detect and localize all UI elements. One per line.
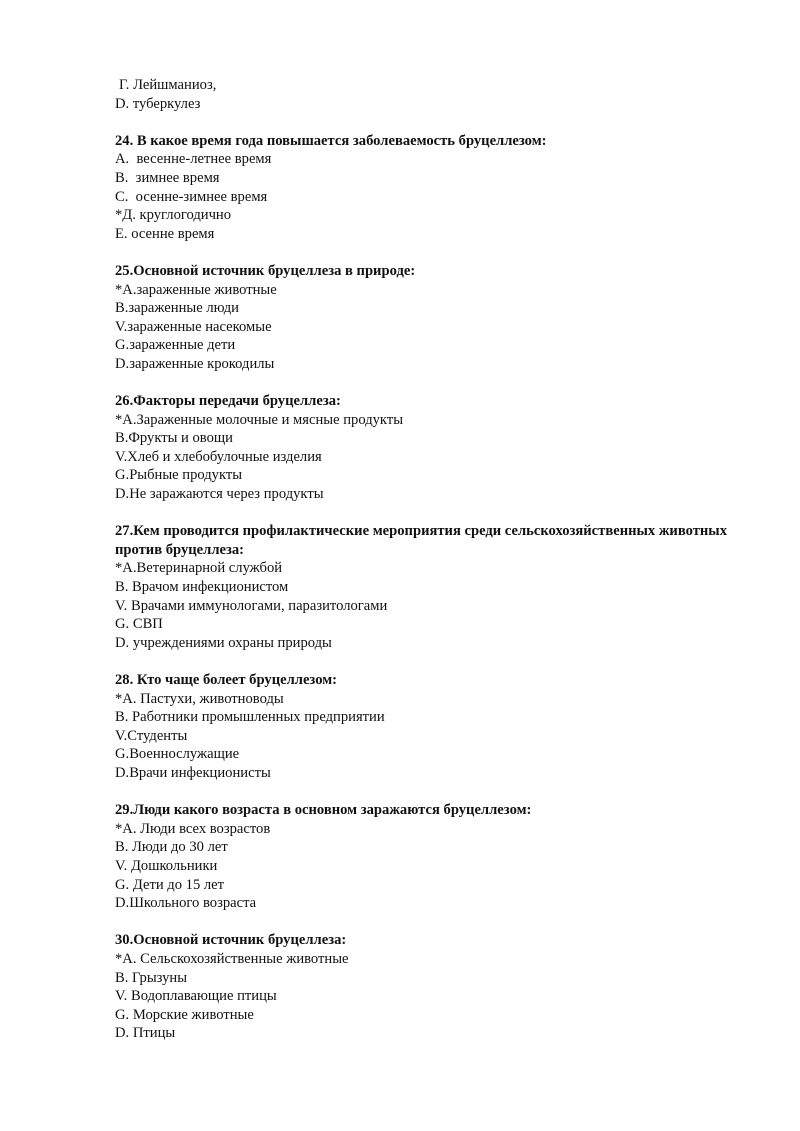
question-29	[115, 801, 755, 913]
answer-option: G.зараженные дети	[115, 337, 236, 354]
answer-option: V.Студенты	[115, 727, 188, 744]
answer-option: G. Дети до 15 лет	[115, 876, 225, 893]
answer-option: *A. Люди всех возрастов	[115, 820, 271, 837]
answer-option: V. Водоплавающие птицы	[115, 988, 277, 1005]
answer-option: D.Не заражаются через продукты	[115, 486, 324, 503]
answer-option: B. Врачом инфекционистом	[115, 579, 289, 596]
answer-option: *A.Зараженные молочные и мясные продукты	[115, 411, 403, 428]
answer-option: D.Врачи инфекционисты	[115, 764, 271, 781]
document-page	[115, 76, 755, 1043]
answer-option: D. Птицы	[115, 1025, 176, 1042]
question-title: 27.Кем проводится профилактические мероприятия среди сельскохозяйственных животных против бруцеллеза:	[115, 523, 727, 558]
answer-option: *Д. круглогодично	[115, 207, 232, 224]
question-title: 24. В какое время года повышается заболеваемость бруцеллезом:	[115, 132, 547, 149]
answer-option: V.Хлеб и хлебобулочные изделия	[115, 448, 322, 465]
answer-option: B.Фрукты и овощи	[115, 430, 233, 447]
question-title: 29.Люди какого возраста в основном заражаются бруцеллезом:	[115, 802, 532, 819]
answer-option: B. Грызуны	[115, 969, 188, 986]
answer-option: B. Работники промышленных предприятии	[115, 709, 385, 726]
answer-option: B. Люди до 30 лет	[115, 839, 228, 856]
answer-option: *A. Пастухи, животноводы	[115, 690, 284, 707]
answer-option: G. Морские животные	[115, 1006, 254, 1023]
answer-option: V. Дошкольники	[115, 857, 218, 874]
answer-option: D. учреждениями охраны природы	[115, 634, 332, 651]
question-25	[115, 262, 755, 374]
question-24	[115, 132, 755, 244]
question-title: 26.Факторы передачи бруцеллеза:	[115, 393, 341, 410]
answer-option: *A.зараженные животные	[115, 281, 277, 298]
question-26	[115, 392, 755, 504]
question-title: 25.Основной источник бруцеллеза в природе:	[115, 262, 416, 279]
question-30	[115, 931, 755, 1043]
answer-option: V.зараженные насекомые	[115, 318, 272, 335]
answer-option: B.зараженные люди	[115, 300, 239, 317]
answer-option: D. туберкулез	[115, 95, 201, 112]
answer-option: V. Врачами иммунологами, паразитологами	[115, 597, 388, 614]
question-title: 30.Основной источник бруцеллеза:	[115, 932, 347, 949]
answer-option: B. зимнее время	[115, 169, 220, 186]
answer-option: C. осенне-зимнее время	[115, 188, 268, 205]
answer-option: G.Рыбные продукты	[115, 467, 243, 484]
answer-option: E. осенне время	[115, 225, 215, 242]
answer-option: *A. Сельскохозяйственные животные	[115, 950, 349, 967]
answer-option: D.Школьного возраста	[115, 895, 257, 912]
answer-option: D.зараженные крокодилы	[115, 355, 275, 372]
answer-option: Г. Лейшманиоз,	[119, 77, 217, 93]
question-title: 28. Кто чаще болеет бруцеллезом:	[115, 672, 338, 688]
question-27	[115, 522, 755, 652]
question-28	[115, 671, 755, 783]
answer-option: G.Военнослужащие	[115, 746, 240, 763]
answer-option: *A.Ветеринарной службой	[115, 560, 283, 577]
answer-option: A. весенне-летнее время	[115, 151, 272, 168]
answer-option: G. СВП	[115, 616, 163, 633]
